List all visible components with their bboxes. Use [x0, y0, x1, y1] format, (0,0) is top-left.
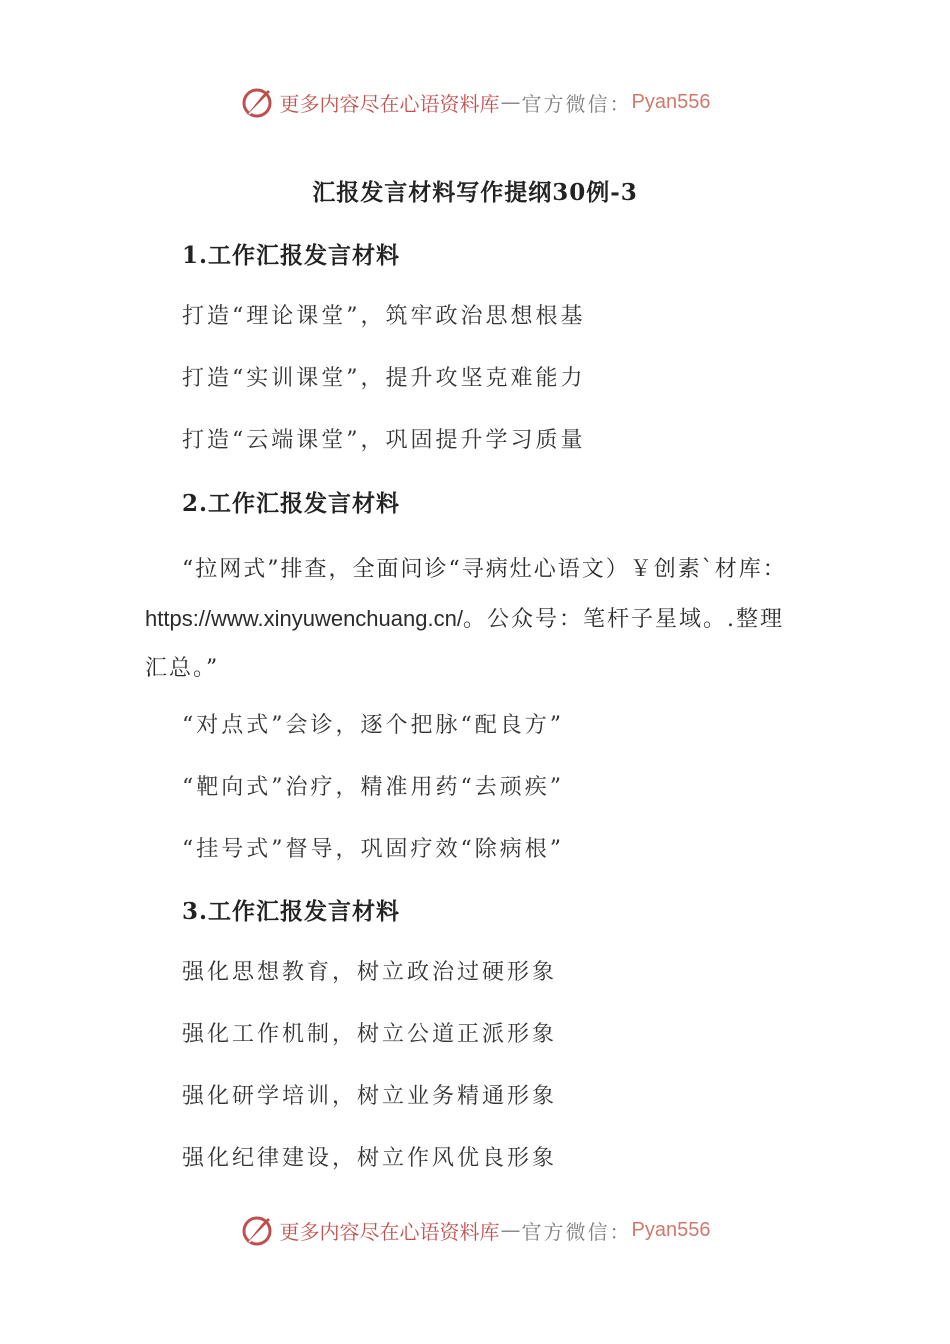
paragraph-text-end: 。公众号：笔杆子星域。.整理汇总。” — [145, 607, 784, 681]
website-link[interactable]: https://www.xinyuwenchuang.cn/ — [145, 606, 463, 631]
section-2-line-2: “靶向式”治疗，精准用药“去顽疾” — [182, 775, 564, 800]
section-2-paragraph — [145, 545, 805, 693]
section-2-line-1: “对点式”会诊，逐个把脉“配良方” — [182, 713, 564, 738]
section-3-line-3: 强化研学培训，树立业务精通形象 — [182, 1084, 558, 1109]
paragraph-text-start: “拉网式”排查，全面问诊“寻病灶心语文）￥创素`材库： — [182, 557, 787, 582]
section-2-line-3: “挂号式”督导，巩固疗效“除病根” — [182, 837, 564, 862]
section-3-line-2: 强化工作机制，树立公道正派形象 — [182, 1022, 558, 1047]
section-heading-1: 1.工作汇报发言材料 — [182, 242, 401, 269]
section-3-line-1: 强化思想教育，树立政治过硬形象 — [182, 960, 558, 985]
section-1-line-2: 打造“实训课堂”，提升攻坚克难能力 — [182, 366, 586, 391]
banner-wechat-id: Pyan556 — [631, 90, 711, 113]
banner-wechat-label: 官方微信： — [521, 1219, 632, 1244]
banner-separator: — — [500, 90, 521, 114]
page-title: 汇报发言材料写作提纲30例-3 — [312, 179, 638, 206]
section-heading-2: 2.工作汇报发言材料 — [182, 490, 401, 517]
section-1-line-3: 打造“云端课堂”，巩固提升学习质量 — [182, 428, 586, 453]
banner-wechat-id: Pyan556 — [631, 1218, 711, 1241]
section-heading-3: 3.工作汇报发言材料 — [182, 898, 401, 925]
pen-logo-icon — [240, 84, 276, 120]
section-3-line-4: 强化纪律建设，树立作风优良形象 — [182, 1146, 558, 1171]
banner-wechat-label: 官方微信： — [521, 91, 632, 116]
header-banner — [0, 82, 950, 122]
banner-main-text: 更多内容尽在心语资料库 — [279, 1219, 500, 1244]
pen-logo-icon — [240, 1212, 276, 1248]
banner-separator: — — [500, 1218, 521, 1242]
footer-banner — [0, 1210, 950, 1250]
section-1-line-1: 打造“理论课堂”，筑牢政治思想根基 — [182, 304, 586, 329]
banner-main-text: 更多内容尽在心语资料库 — [279, 91, 500, 116]
